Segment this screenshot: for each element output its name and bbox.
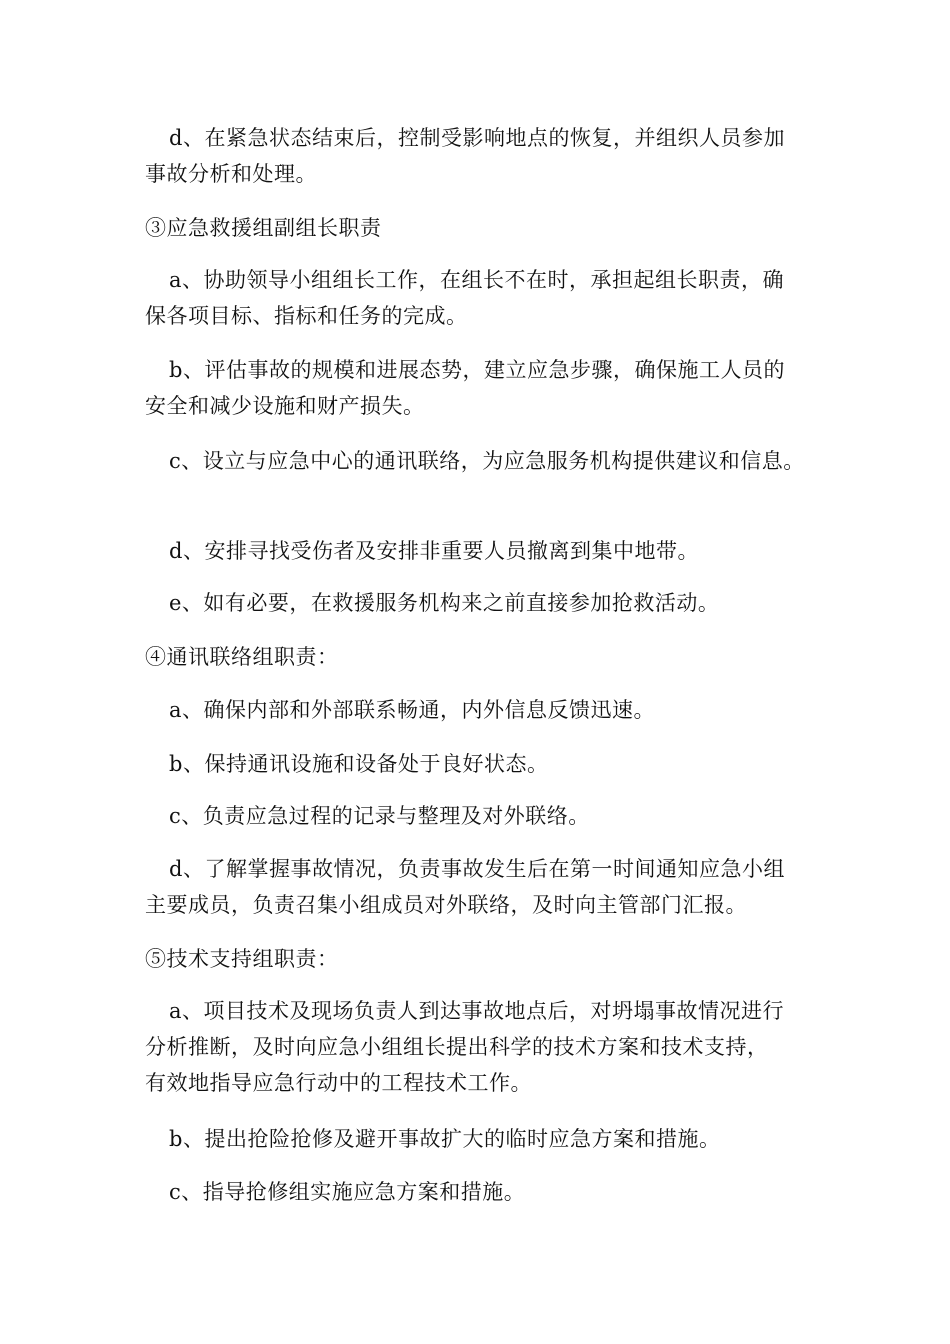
text-line: 保各项目标、指标和任务的完成。 [145,304,468,328]
paragraph-a-tech-analysis [145,993,825,1101]
text-line: d、了解掌握事故情况，负责事故发生后在第一时间通知应急小组 [169,857,785,881]
text-line: a、协助领导小组组长工作，在组长不在时，承担起组长职责，确 [169,268,785,292]
heading-communication-group-duties [145,639,825,675]
text-line: e、如有必要，在救援服务机构来之前直接参加抢救活动。 [169,591,720,615]
paragraph-c-records [145,798,825,834]
text-line: b、评估事故的规模和进展态势，建立应急步骤，确保施工人员的 [169,358,785,382]
text-line: a、确保内部和外部联系畅通，内外信息反馈迅速。 [169,698,656,722]
text-line: c、指导抢修组实施应急方案和措施。 [169,1180,526,1204]
text-line: 事故分析和处理。 [145,162,317,186]
paragraph-d-evacuation [145,533,825,569]
text-line: b、保持通讯设施和设备处于良好状态。 [169,752,549,776]
paragraph-d-notify-members [145,851,825,923]
paragraph-b-assess-accident [145,352,825,424]
text-line: ③应急救援组副组长职责 [145,216,382,240]
heading-deputy-leader-duties [145,210,825,246]
heading-tech-support-duties [145,941,825,977]
text-line: b、提出抢险抢修及避开事故扩大的临时应急方案和措施。 [169,1127,721,1151]
text-line: a、项目技术及现场负责人到达事故地点后，对坍塌事故情况进行 [169,999,785,1023]
text-line: ④通讯联络组职责： [145,645,339,669]
text-line: ⑤技术支持组职责： [145,947,339,971]
text-line: 安全和减少设施和财产损失。 [145,394,425,418]
text-line: 有效地指导应急行动中的工程技术工作。 [145,1071,532,1095]
paragraph-b-equipment [145,746,825,782]
paragraph-a-assist-leader [145,262,825,334]
text-line: d、安排寻找受伤者及安排非重要人员撤离到集中地带。 [169,539,699,563]
paragraph-c-communication-link [145,443,825,479]
paragraph-a-internal-external [145,692,825,728]
text-line: c、设立与应急中心的通讯联络，为应急服务机构提供建议和信息。 [169,449,805,473]
text-line: 主要成员，负责召集小组成员对外联络，及时向主管部门汇报。 [145,893,747,917]
text-line: c、负责应急过程的记录与整理及对外联络。 [169,804,590,828]
text-line: 分析推断，及时向应急小组组长提出科学的技术方案和技术支持， [145,1035,769,1059]
paragraph-c-guide-repair [145,1174,825,1210]
text-line: d、在紧急状态结束后，控制受影响地点的恢复，并组织人员参加 [169,126,785,150]
paragraph-b-temporary-plan [145,1121,825,1157]
paragraph-e-rescue [145,585,825,621]
paragraph-d-recovery [145,120,825,192]
